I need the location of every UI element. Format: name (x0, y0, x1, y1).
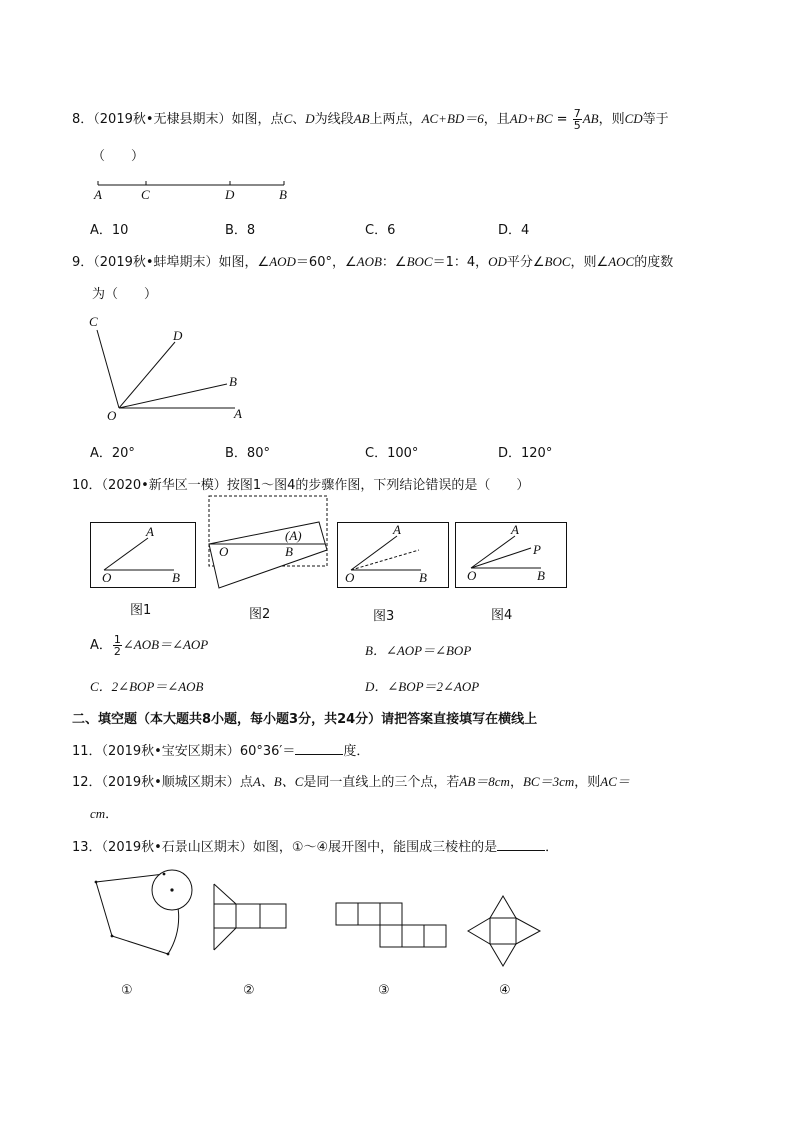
q9-option-c: C．100° (365, 446, 419, 461)
q9-angle-figure (85, 312, 255, 427)
label-C: C (141, 187, 150, 202)
q10-option-b: B．∠AOP＝∠BOP (365, 643, 472, 658)
label-B: B (279, 187, 287, 202)
q9-option-b: B．80° (225, 446, 270, 461)
label-A: A (94, 187, 102, 202)
svg-text:B: B (537, 568, 545, 583)
svg-text:A: A (393, 522, 401, 537)
svg-text:O: O (467, 568, 477, 583)
label-B: B (229, 374, 237, 389)
svg-text:P: P (533, 542, 541, 557)
net-1-cone (92, 864, 202, 964)
q10-option-a: A． $\frac{1}{2}$ ∠AOB＝∠AOP (90, 633, 209, 658)
svg-text:B: B (419, 570, 427, 585)
q8-paren: （ ） (92, 149, 145, 164)
net-4 (464, 894, 544, 970)
q10-caption-4: 图4 (491, 608, 513, 623)
q9-line2: 为（ ） (92, 287, 158, 302)
svg-text:A: A (511, 522, 519, 537)
q10-caption-2: 图2 (249, 607, 271, 622)
net-2 (210, 882, 290, 954)
svg-text:O: O (102, 570, 112, 585)
q10-option-d: D．∠BOP＝2∠AOP (365, 679, 480, 694)
net-caption-3: ③ (378, 983, 390, 998)
q10-figure-2 (207, 494, 332, 594)
q13-line: 13．（2019秋•石景山区期末）如图，①～④展开图中，能围成三棱柱的是 ． (72, 840, 559, 855)
q9-option-a: A．20° (90, 446, 135, 461)
section-2-title: 二、填空题（本大题共8小题，每小题3分，共24分）请把答案直接填写在横线上 (72, 712, 538, 727)
answer-blank[interactable] (295, 742, 343, 755)
svg-text:A: A (146, 524, 154, 539)
net-caption-2: ② (243, 983, 255, 998)
q8-option-d: D．4 (498, 223, 530, 238)
svg-text:O: O (345, 570, 355, 585)
label-C: C (89, 314, 98, 329)
svg-text:B: B (285, 544, 293, 559)
q8-line1: 8．（2019秋•无棣县期末）如图，点C、D为线段AB上两点，AC+BD＝6，且AD+BC = $\frac{7}{5}$ AB，则CD等于 (72, 107, 669, 132)
net-caption-4: ④ (499, 983, 511, 998)
q9-option-d: D．120° (498, 446, 553, 461)
fraction-7-5: $\frac{7}{5}$ (573, 107, 581, 132)
label-A: A (234, 406, 242, 421)
svg-text:(A): (A) (285, 528, 302, 543)
net-3 (334, 901, 450, 951)
q8-option-b: B．8 (225, 223, 256, 238)
q10-figure-3 (337, 522, 449, 588)
q8-segment-figure (90, 176, 300, 206)
fraction-1-2: $\frac{1}{2}$ (113, 633, 121, 658)
q11-line: 11．（2019秋•宝安区期末）60°36′＝ 度． (72, 744, 370, 759)
svg-text:B: B (172, 570, 180, 585)
q10-figure-1 (90, 522, 196, 588)
q12-line2: cm． (90, 806, 119, 822)
label-D: D (173, 328, 183, 343)
q10-line1: 10．（2020•新华区一模）按图1～图4的步骤作图，下列结论错误的是（ ） (72, 478, 530, 493)
q8-option-c: C．6 (365, 223, 396, 238)
label-O: O (107, 408, 117, 423)
q9-line1: 9．（2019秋•蚌埠期末）如图，∠AOD＝60°，∠AOB：∠BOC＝1：4，OD平分∠BOC，则∠AOC的度数 (72, 254, 674, 270)
q10-figure-4 (455, 522, 567, 588)
q12-line1: 12．（2019秋•顺城区期末）点A、B、C是同一直线上的三个点，若AB＝8cm，BC＝3cm，则AC＝ (72, 774, 630, 790)
answer-blank[interactable] (497, 838, 545, 851)
svg-text:O: O (219, 544, 229, 559)
q10-caption-3: 图3 (373, 609, 395, 624)
label-D: D (225, 187, 235, 202)
q10-caption-1: 图1 (130, 603, 152, 618)
net-caption-1: ① (121, 983, 133, 998)
q10-option-c: C．2∠BOP＝∠AOB (90, 679, 204, 694)
q8-option-a: A．10 (90, 223, 129, 238)
